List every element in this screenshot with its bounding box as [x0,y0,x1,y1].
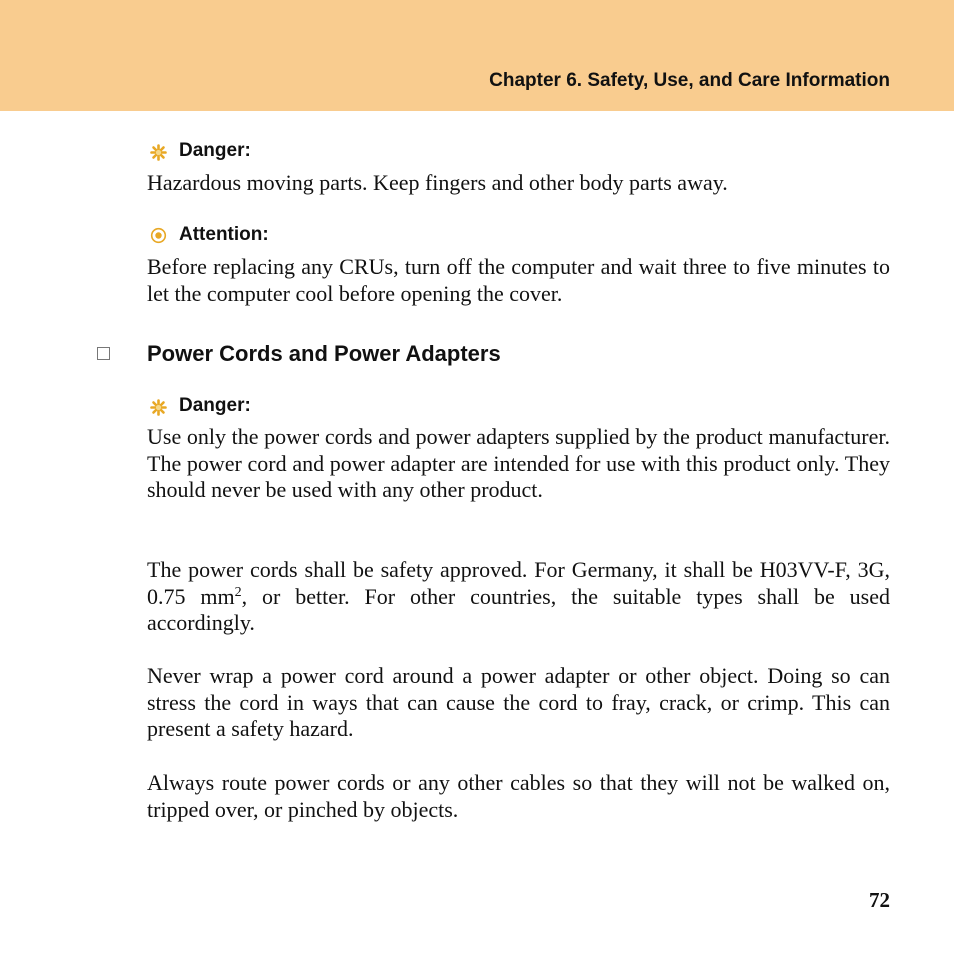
paragraph-safety-approved [147,557,890,637]
section-heading: Power Cords and Power Adapters [147,341,501,366]
danger-label: Danger: [179,140,251,161]
superscript-2: 2 [234,584,242,600]
paragraph-never-wrap: Never wrap a power cord around a power adapter or other object. Doing so can stress the cord in ways that can cause the cord to fray, crack, or crimp. This can present a safety hazard. [147,663,890,741]
attention-label: Attention: [179,224,269,245]
chapter-title: Chapter 6. Safety, Use, and Care Information [489,70,890,91]
page-number: 72 [869,888,890,912]
paragraph-text-before: The power cords shall be safety approved. For Germany, it shall be H03VV-F, 3G, 0.75 mm [147,557,890,609]
section-danger-label: Danger: [179,395,251,416]
header-band [0,0,954,111]
paragraph-route-cords: Always route power cords or any other cables so that they will not be walked on, tripped over, or pinched by objects. [147,770,890,822]
square-bullet-icon [97,347,110,360]
danger-burst-icon [150,399,167,416]
danger-burst-icon [150,144,167,161]
paragraph-power-adapters: Use only the power cords and power adapters supplied by the product manufacturer. The power cord and power adapter are intended for use with this product only. They should never be used with any other product. [147,424,890,502]
attention-circle-icon [150,227,167,244]
danger-text: Hazardous moving parts. Keep fingers and other body parts away. [147,170,728,195]
attention-text: Before replacing any CRUs, turn off the computer and wait three to five minutes to let the computer cool before opening the cover. [147,254,890,306]
paragraph-text-after: , or better. For other countries, the suitable types shall be used accordingly. [147,583,890,635]
